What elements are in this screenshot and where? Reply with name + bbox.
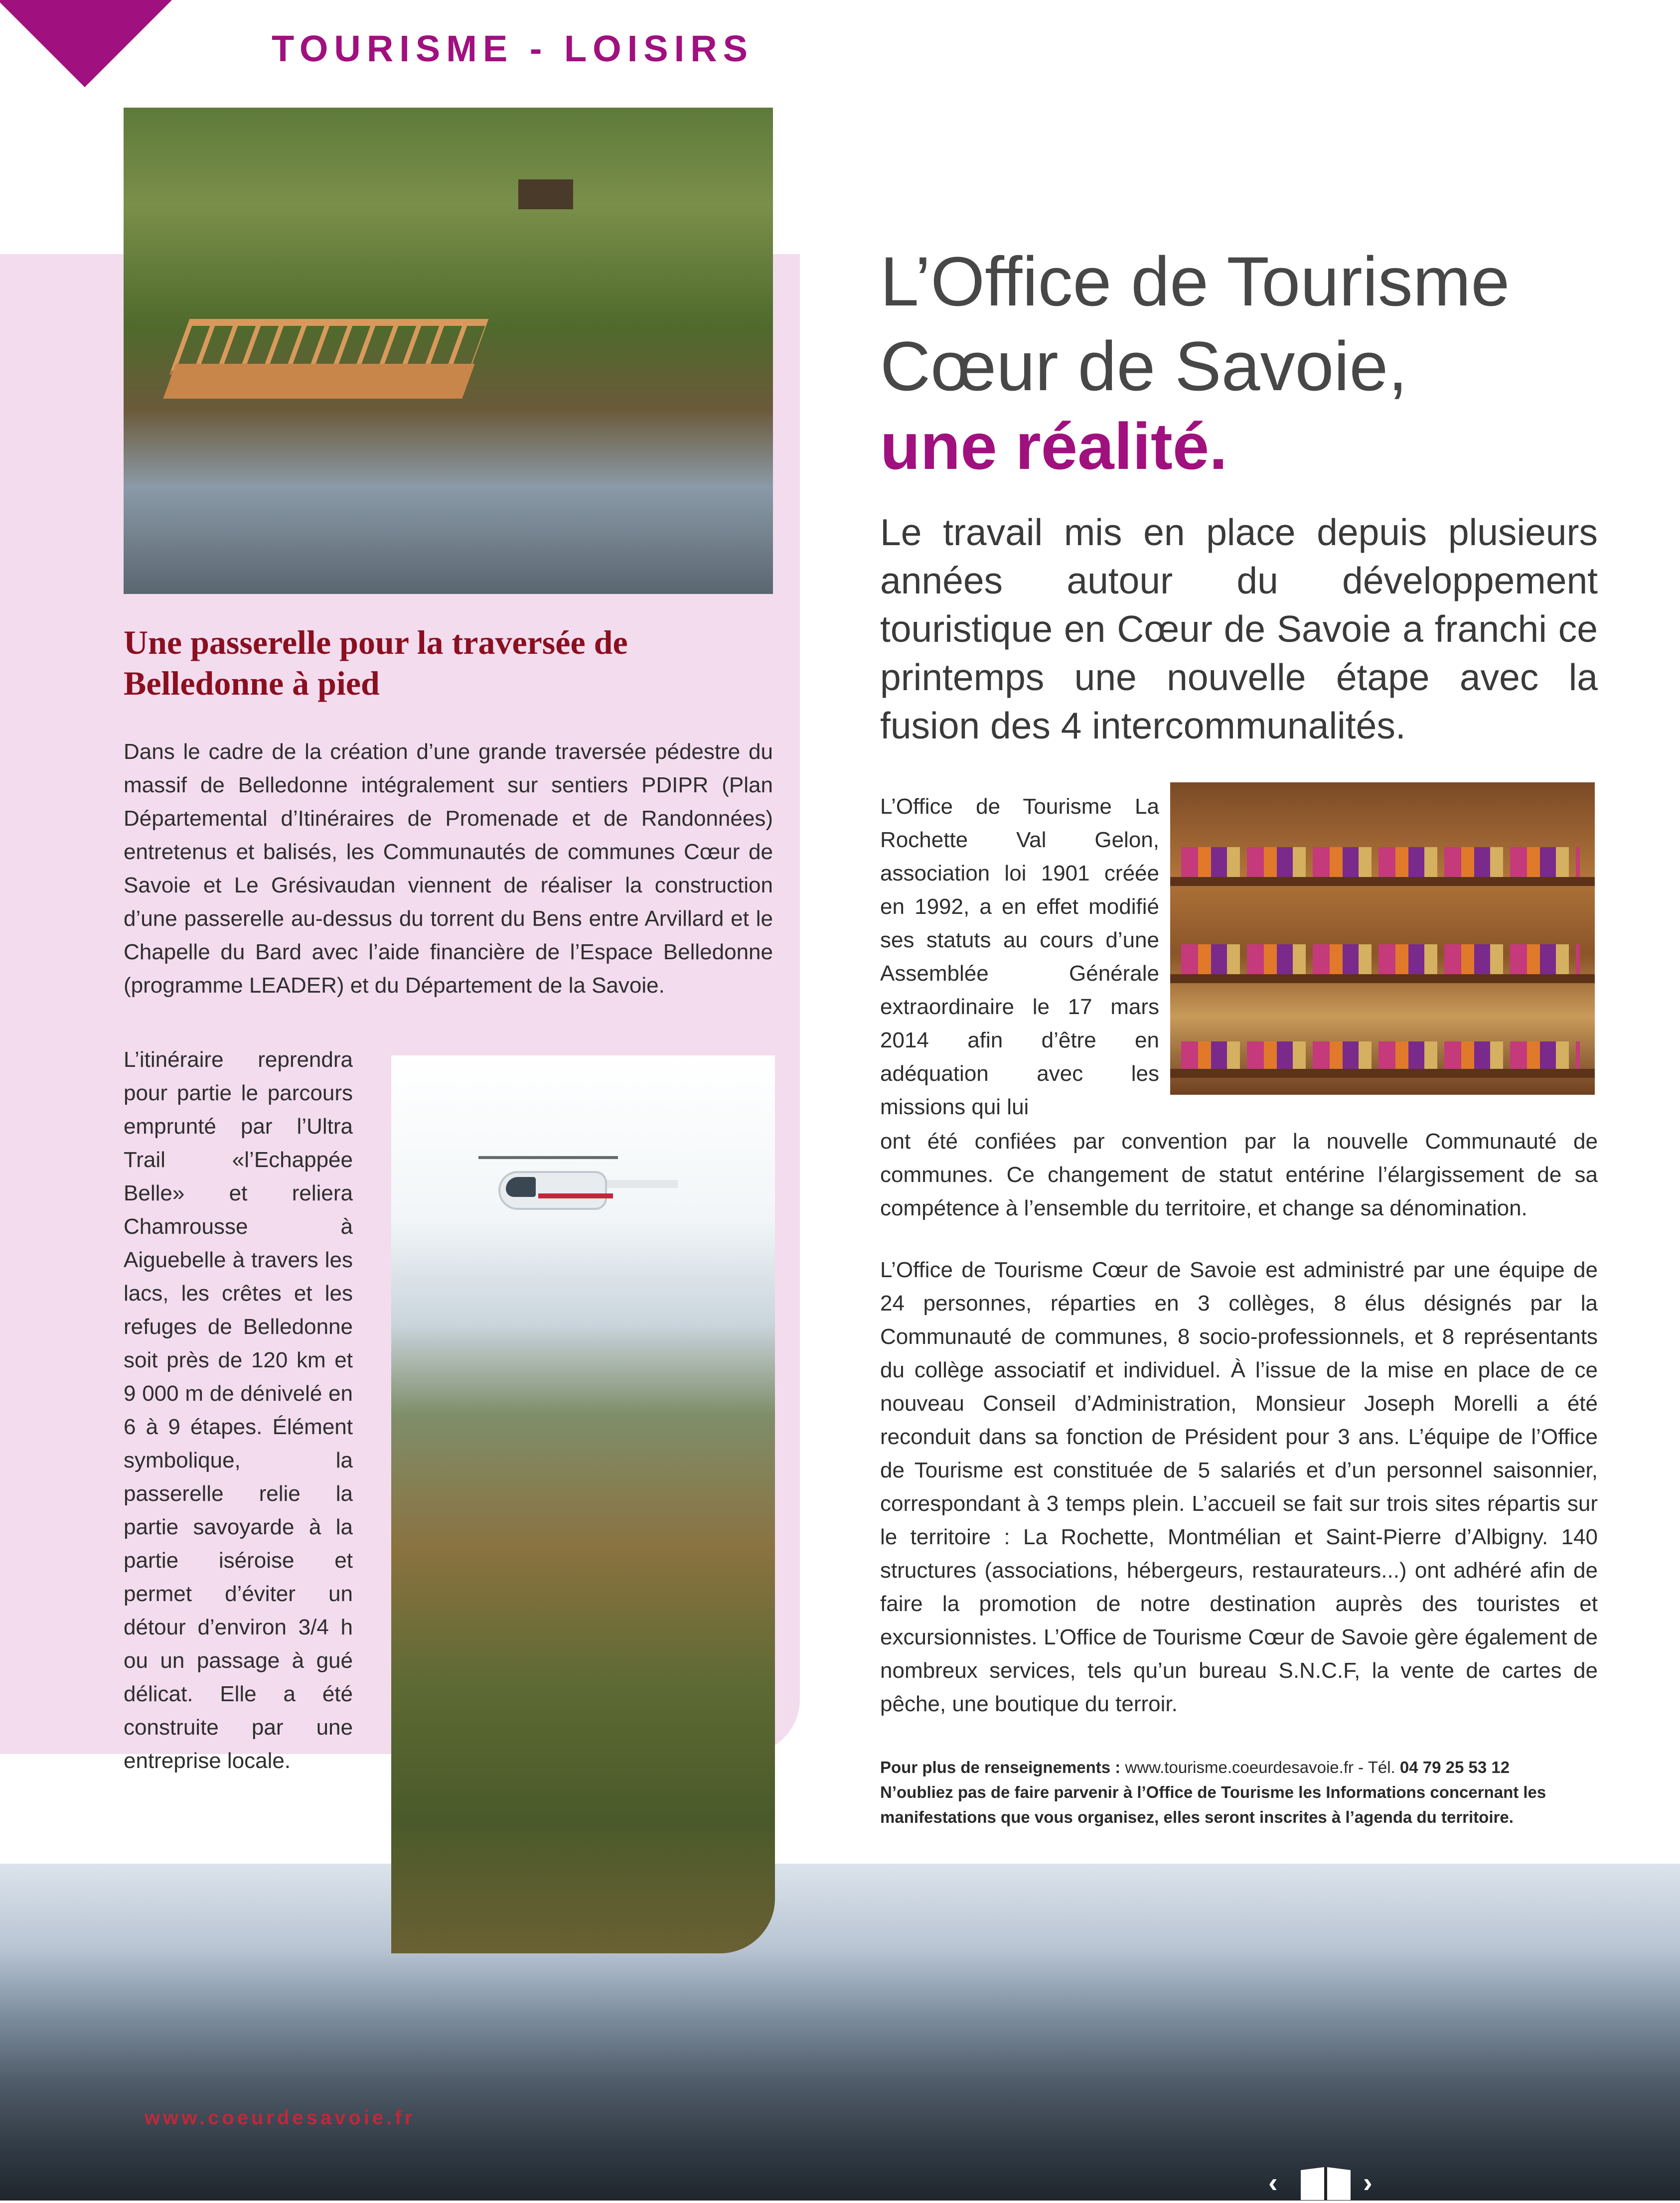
helicopter-stripe [538, 1193, 613, 1198]
contact-info [880, 1755, 1608, 1830]
mountain-hut [518, 179, 573, 209]
contact-note: N’oubliez pas de faire parvenir à l’Office de Tourisme les Informations concernant les manifestations que vous organisez, elles seront inscrites à l’agenda du territoire. [880, 1783, 1546, 1826]
side-paragraph-1: Dans le cadre de la création d’une grande traversée pédestre du massif de Belledonne intégralement sur sentiers PDIPR (Plan Départemental d’Itinéraires de Promenade et de Randonnées) entretenus et balisés, les Communautés de communes Cœur de Savoie et Le Grésivaudan viennent de réaliser la construction d’une passerelle au-dessus du torrent du Bens entre Arvillard et le Chapelle du Bard avec l’aide financière de l’Espace Belledonne (programme LEADER) et du Département de la Savoie. [124, 739, 773, 998]
jars-row [1181, 944, 1580, 974]
shelf [1170, 1069, 1595, 1078]
contact-url[interactable]: www.tourisme.coeurdesavoie.fr [1125, 1758, 1354, 1776]
bridge-deck [163, 364, 474, 399]
main-paragraph-2: L’Office de Tourisme Cœur de Savoie est administré par une équipe de 24 personnes, réparties en 3 collèges, 8 élus désignés par la Communauté de communes, 8 socio-professionnels, et 8 représentants du collège associatif et individuel. À l’issue de la mise en place de ce nouveau Conseil d’Administration, Monsieur Joseph Morelli a été reconduit dans sa fonction de Président pour 3 ans. L’équipe de l’Office de Tourisme est constituée de 5 salariés et d’un personnel saisonnier, correspondant à 3 temps plein. L’accueil se fait sur trois sites répartis sur le territoire : La Rochette, Montmélian et Saint-Pierre d’Albigny. 140 structures (associations, hébergeurs, restaurateurs...) ont adhéré afin de faire la promotion de notre destination auprès des touristes et excursionnistes. L’Office de Tourisme Cœur de Savoie gère également de nombreux services, tels qu’un bureau S.N.C.F, la vente de cartes de pêche, une boutique du terroir. [880, 1258, 1598, 1716]
contact-separator: - Tél. [1353, 1758, 1400, 1776]
headline-line-2: Cœur de Savoie, [880, 327, 1408, 405]
jars-row [1181, 1041, 1580, 1071]
footer-website[interactable]: www.coeurdesavoie.fr [145, 2107, 416, 2129]
jars-row [1181, 847, 1580, 877]
main-paragraph-1-continued: ont été confiées par convention par la nouvelle Communauté de communes. Ce changement de statut entérine l’élargissement de sa compétence à l’ensemble du territoire, et change sa dénomination. [880, 1129, 1598, 1220]
helicopter-rotor [478, 1156, 618, 1159]
section-title: TOURISME - LOISIRS [272, 28, 754, 69]
article-headline [880, 239, 1510, 409]
article-lead: Le travail mis en place depuis plusieurs années autour du développement touristique en Cœur de Savoie a franchi ce printemps une nouvelle étape avec la fusion des 4 intercommunalités. [880, 511, 1598, 746]
previous-page-button[interactable]: ‹ [1268, 2167, 1278, 2198]
side-article-title: Une passerelle pour la traversée de Belledonne à pied [124, 623, 628, 702]
helicopter-tail [603, 1180, 678, 1188]
headline-accent: une réalité. [880, 410, 1227, 483]
contact-phone: 04 79 25 53 12 [1399, 1758, 1510, 1776]
landscape-photo [0, 1864, 1680, 2201]
contact-label: Pour plus de renseignements : [880, 1758, 1121, 1776]
main-paragraph-1-wrap: L’Office de Tourisme La Rochette Val Gelon, association loi 1901 créée en 1992, a en effet modifié ses statuts au cours d’une Assemblée Générale extraordinaire le 17 mars 2014 afin d’être en adéquation avec les missions qui lui [880, 794, 1159, 1119]
headline-line-1: L’Office de Tourisme [880, 242, 1510, 320]
shelf [1170, 877, 1595, 886]
corner-triangle-decoration [0, 0, 172, 87]
next-page-button[interactable]: › [1363, 2167, 1373, 2198]
shelf [1170, 974, 1595, 983]
book-icon[interactable] [1298, 2165, 1353, 2201]
helicopter-window [506, 1177, 536, 1197]
side-paragraph-2: L’itinéraire reprendra pour partie le parcours emprunté par l’Ultra Trail «l’Echappée Belle» et reliera Chamrousse à Aiguebelle à travers les lacs, les crêtes et les refuges de Belledonne soit près de 120 km et 9 000 m de dénivelé en 6 à 9 étapes. Élément symbolique, la passerelle relie la partie savoyarde à la partie iséroise et permet d’éviter un détour d’environ 3/4 h ou un passage à gué délicat. Elle a été construite par une entreprise locale. [124, 1047, 353, 1773]
